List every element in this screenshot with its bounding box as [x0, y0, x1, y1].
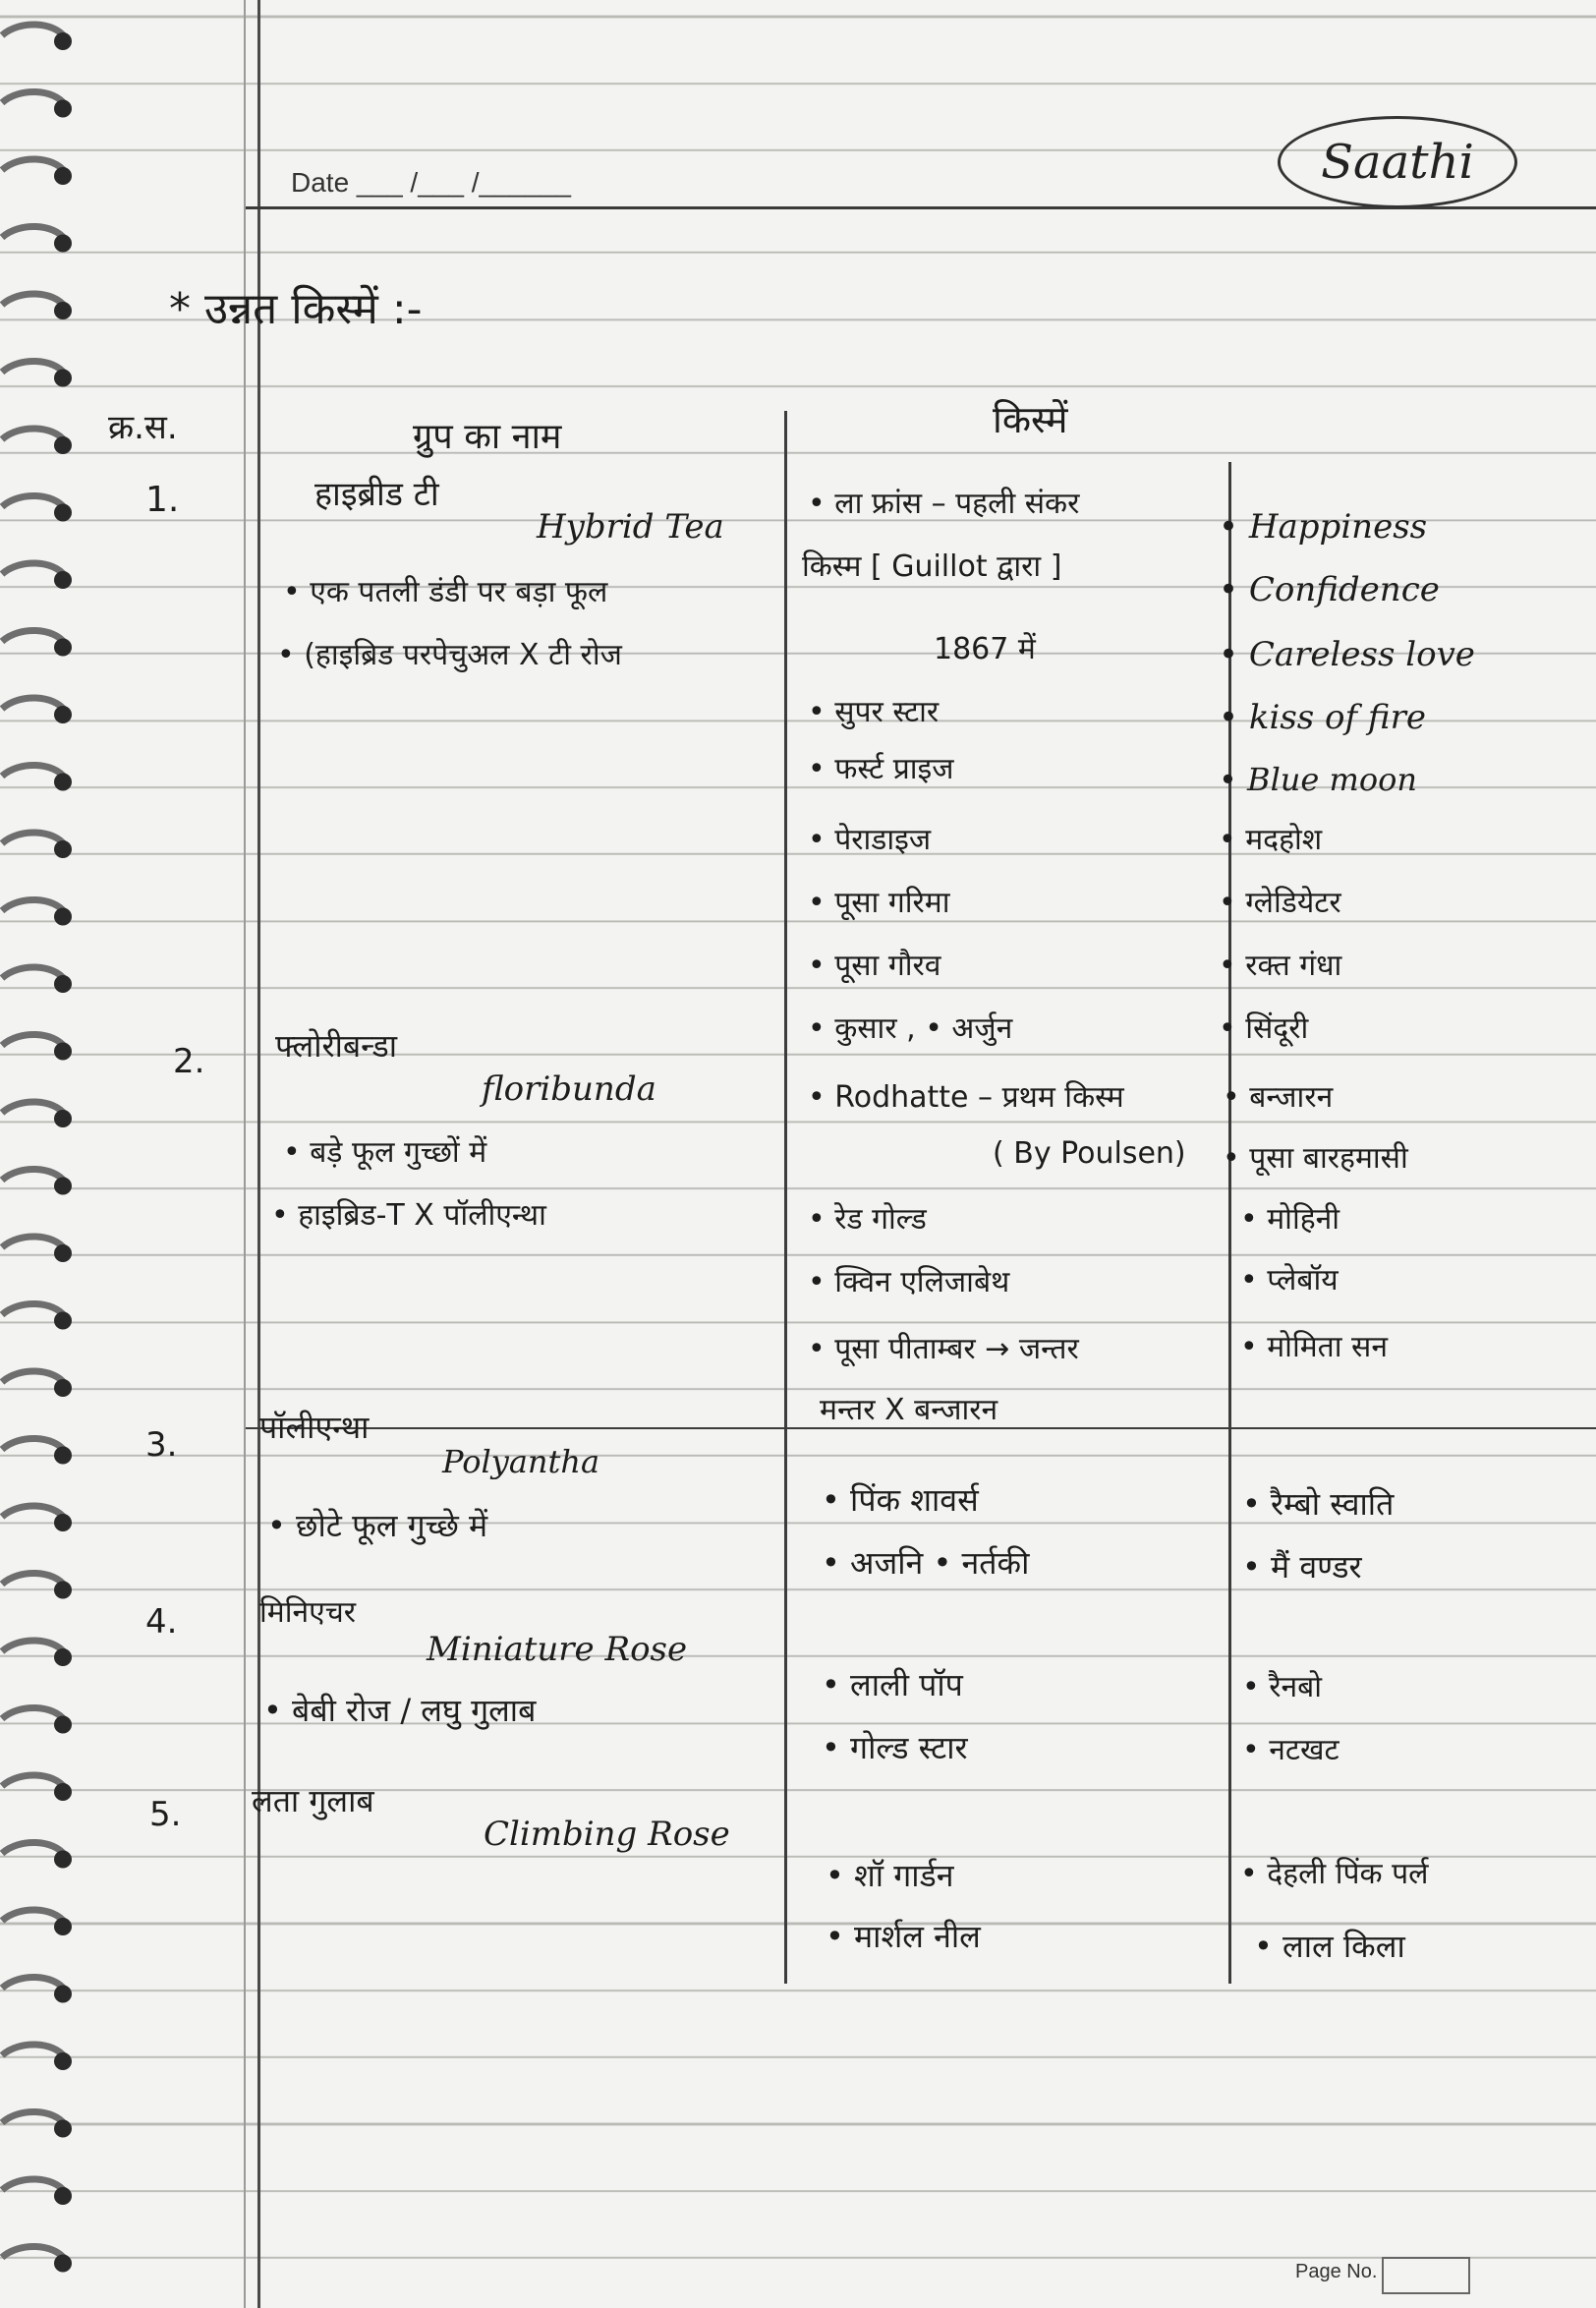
- spiral-hole: [54, 100, 72, 118]
- spiral-ring: [2, 1842, 65, 1855]
- spiral-hole: [54, 975, 72, 993]
- variety-item: • गोल्ड स्टार: [822, 1729, 968, 1766]
- spiral-hole: [54, 1244, 72, 1262]
- group-name-hindi: लता गुलाब: [252, 1782, 374, 1819]
- row-number: 3.: [145, 1425, 178, 1465]
- variety-item: • मैं वण्डर: [1242, 1548, 1362, 1586]
- spiral-hole: [54, 1783, 72, 1801]
- spiral-hole: [54, 1716, 72, 1734]
- spiral-ring: [2, 1977, 65, 1990]
- spiral-ring: [2, 226, 65, 239]
- page-number-box: [1382, 2257, 1470, 2294]
- spiral-ring: [2, 361, 65, 374]
- group-name-hindi: पॉलीएन्था: [259, 1409, 370, 1446]
- variety-item: किस्म [ Guillot द्वारा ]: [802, 549, 1062, 584]
- spiral-ring: [2, 1371, 65, 1384]
- spiral-ring: [2, 1102, 65, 1115]
- page-number-label: Page No.: [1295, 2261, 1378, 2282]
- variety-item: • पिंक शावर्स: [822, 1481, 979, 1519]
- spiral-hole: [54, 167, 72, 185]
- group-note: • (हाइब्रिड परपेचुअल X टी रोज: [277, 638, 622, 672]
- group-note: • हाइब्रिड-T X पॉलीएन्था: [271, 1198, 546, 1233]
- spiral-hole: [54, 1851, 72, 1869]
- spiral-hole: [54, 1312, 72, 1330]
- variety-item: • पेराडाइज: [808, 823, 932, 857]
- group-name-english: Miniature Rose: [427, 1630, 688, 1669]
- variety-item: 1867 में: [934, 632, 1036, 666]
- spiral-ring: [2, 698, 65, 711]
- row-number: 4.: [145, 1602, 178, 1642]
- variety-item: • रक्त गंधा: [1219, 949, 1342, 983]
- variety-item: • पूसा बारहमासी: [1223, 1141, 1408, 1176]
- spiral-ring: [2, 1910, 65, 1923]
- variety-item: • ग्लेडियेटर: [1219, 886, 1341, 920]
- spiral-ring: [2, 1169, 65, 1182]
- spiral-ring: [2, 1438, 65, 1451]
- margin-line: [257, 0, 260, 2308]
- spiral-ring: [2, 765, 65, 778]
- group-note: • बेबी रोज / लघु गुलाब: [263, 1692, 537, 1729]
- spiral-hole: [54, 706, 72, 723]
- variety-item: मन्तर X बन्जारन: [820, 1393, 998, 1427]
- group-name-english: Hybrid Tea: [537, 507, 724, 547]
- spiral-hole: [54, 2187, 72, 2205]
- spiral-ring: [2, 563, 65, 576]
- spiral-ring: [2, 833, 65, 845]
- spiral-ring: [2, 1573, 65, 1586]
- spiral-hole: [54, 1648, 72, 1666]
- variety-item: • बन्जारन: [1223, 1080, 1334, 1115]
- variety-item: • देहली पिंक पर्ल: [1240, 1857, 1429, 1891]
- spiral-ring: [2, 1641, 65, 1653]
- variety-item: • ला फ्रांस – पहली संकर: [808, 487, 1080, 521]
- group-name-hindi: मिनिएचर: [259, 1595, 357, 1630]
- variety-item: • सिंदूरी: [1219, 1011, 1309, 1046]
- spiral-ring: [2, 25, 65, 37]
- spiral-ring: [2, 2045, 65, 2057]
- spiral-ring: [2, 495, 65, 508]
- spiral-ring: [2, 429, 65, 441]
- spiral-ring: [2, 2179, 65, 2192]
- spiral-ring: [2, 2246, 65, 2259]
- variety-item: • लाली पॉप: [822, 1666, 963, 1703]
- variety-item: • क्विन एलिजाबेथ: [808, 1265, 1010, 1299]
- spiral-hole: [54, 2255, 72, 2273]
- spiral-binding: [0, 0, 88, 2308]
- spiral-ring: [2, 1237, 65, 1249]
- variety-item: • फर्स्ट प्राइज: [808, 752, 954, 786]
- variety-item: • लाल किला: [1254, 1928, 1405, 1965]
- spiral-ring: [2, 1303, 65, 1316]
- header-serial: क्र.स.: [108, 408, 178, 447]
- variety-item: • मदहोश: [1219, 823, 1323, 857]
- variety-item: • रेड गोल्ड: [808, 1202, 927, 1237]
- variety-item: • नटखट: [1242, 1733, 1340, 1767]
- spiral-ring: [2, 1707, 65, 1720]
- spiral-ring: [2, 967, 65, 980]
- group-note: • छोटे फूल गुच्छे में: [267, 1507, 488, 1544]
- variety-item: • Blue moon: [1219, 761, 1417, 798]
- variety-item: • सुपर स्टार: [808, 695, 940, 729]
- spiral-hole: [54, 1986, 72, 2003]
- spiral-hole: [54, 1582, 72, 1599]
- variety-item: • अजनि • नर्तकी: [822, 1544, 1030, 1582]
- group-name-english: Climbing Rose: [484, 1815, 730, 1854]
- spiral-hole: [54, 1447, 72, 1465]
- header-varieties: किस्में: [993, 398, 1068, 441]
- variety-item: • पूसा गरिमा: [808, 886, 950, 920]
- variety-item: • मार्शल नील: [826, 1918, 981, 1955]
- variety-item: • Careless love: [1219, 635, 1475, 674]
- header-group-name: ग्रुप का नाम: [413, 417, 562, 457]
- spiral-ring: [2, 2111, 65, 2124]
- column-divider-2: [1228, 462, 1231, 1984]
- group-note: • एक पतली डंडी पर बड़ा फूल: [283, 575, 608, 609]
- variety-item: • कुसार , • अर्जुन: [808, 1011, 1013, 1046]
- margin-line-outer: [244, 0, 246, 2308]
- spiral-hole: [54, 1110, 72, 1127]
- spiral-hole: [54, 504, 72, 522]
- row-number: 2.: [173, 1042, 205, 1081]
- row-number: 1.: [145, 480, 180, 520]
- spiral-hole: [54, 1514, 72, 1531]
- variety-item: • रैनबो: [1242, 1670, 1323, 1704]
- spiral-ring: [2, 294, 65, 307]
- spiral-ring: [2, 899, 65, 912]
- spiral-hole: [54, 774, 72, 791]
- variety-item: • शॉ गार्डन: [826, 1857, 954, 1894]
- variety-item: • पूसा पीताम्बर → जन्तर: [808, 1332, 1079, 1366]
- variety-item: • मोहिनी: [1240, 1202, 1340, 1237]
- spiral-hole: [54, 436, 72, 454]
- spiral-ring: [2, 91, 65, 104]
- group-note: • बड़े फूल गुच्छों में: [283, 1135, 487, 1170]
- spiral-ring: [2, 159, 65, 172]
- spiral-hole: [54, 840, 72, 858]
- spiral-hole: [54, 639, 72, 657]
- spiral-ring: [2, 630, 65, 643]
- spiral-hole: [54, 32, 72, 50]
- spiral-ring: [2, 1506, 65, 1519]
- variety-item: • Confidence: [1219, 570, 1440, 609]
- spiral-hole: [54, 235, 72, 253]
- spiral-hole: [54, 302, 72, 319]
- group-name-english: floribunda: [482, 1069, 656, 1109]
- spiral-ring: [2, 1034, 65, 1047]
- variety-item: • मोमिता सन: [1240, 1330, 1388, 1364]
- group-name-english: Polyantha: [442, 1443, 600, 1480]
- variety-item: • Happiness: [1219, 507, 1428, 547]
- spiral-hole: [54, 1918, 72, 1935]
- variety-item: • प्लेबॉय: [1240, 1263, 1339, 1298]
- variety-item: • Rodhatte – प्रथम किस्म: [808, 1080, 1124, 1115]
- section-title: * उन्नत किस्में :-: [169, 284, 423, 334]
- date-label: Date ___ /___ /______: [291, 167, 571, 198]
- spiral-hole: [54, 571, 72, 589]
- column-divider-1: [784, 411, 787, 1984]
- variety-item: ( By Poulsen): [993, 1136, 1186, 1171]
- spiral-hole: [54, 2052, 72, 2070]
- spiral-hole: [54, 1043, 72, 1061]
- group-name-hindi: हाइब्रीड टी: [314, 475, 439, 514]
- variety-item: • पूसा गौरव: [808, 949, 941, 983]
- group-name-hindi: फ्लोरीबन्डा: [275, 1027, 398, 1065]
- brand-logo: Saathi: [1278, 116, 1517, 208]
- row-number: 5.: [149, 1795, 182, 1834]
- spiral-hole: [54, 908, 72, 926]
- spiral-hole: [54, 2120, 72, 2138]
- spiral-ring: [2, 1775, 65, 1788]
- variety-item: • रैम्बो स्वाति: [1242, 1485, 1395, 1523]
- spiral-hole: [54, 1379, 72, 1397]
- variety-item: • kiss of fire: [1219, 698, 1426, 737]
- spiral-hole: [54, 370, 72, 387]
- spiral-hole: [54, 1178, 72, 1195]
